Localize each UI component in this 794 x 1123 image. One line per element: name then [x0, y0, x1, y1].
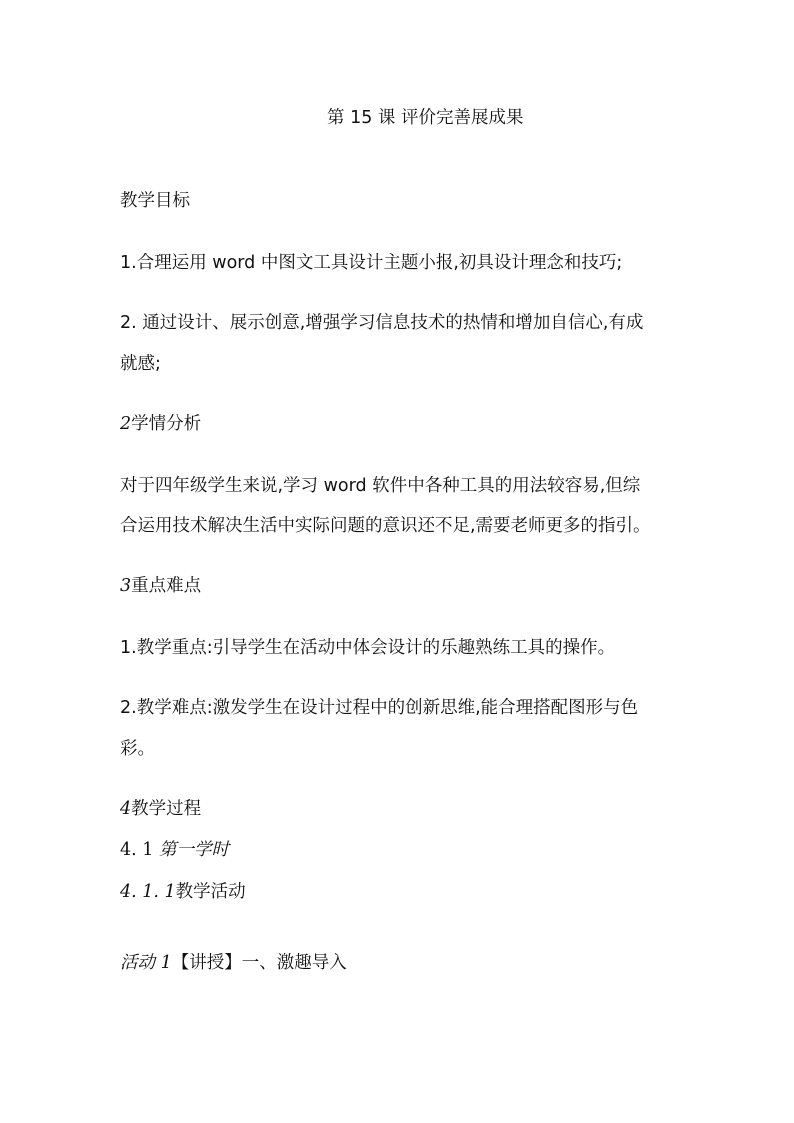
subsection-number: 4. 1. 1: [120, 882, 176, 902]
analysis-line-1: 对于四年级学生来说,学习 word 软件中各种工具的用法较容易,但综: [120, 476, 641, 496]
page-title: 第 15 课 评价完善展成果: [327, 108, 524, 128]
section-heading-key-points: [120, 574, 201, 598]
objective-2-line-2: 就感;: [120, 354, 161, 374]
section-heading-objectives: 教学目标: [120, 191, 190, 211]
objective-2-line-1: 2. 通过设计、展示创意,增强学习信息技术的热情和增加自信心,有成: [120, 313, 644, 333]
activity-label: 【讲授】一、激趣导入: [171, 953, 347, 973]
section-number: 2: [120, 414, 132, 434]
difficulty-line-1: 2.教学难点:激发学生在设计过程中的创新思维,能合理搭配图形与色: [120, 698, 639, 718]
subsection-label: 教学活动: [175, 882, 246, 902]
objective-1: 1.合理运用 word 中图文工具设计主题小报,初具设计理念和技巧;: [120, 253, 623, 273]
subsection-number: 4. 1: [120, 840, 159, 860]
subsection-heading-4-1: [120, 838, 229, 862]
activity-number: 活动 1: [120, 953, 172, 973]
activity-1-heading: [120, 951, 347, 975]
section-label: 教学过程: [131, 799, 202, 819]
analysis-line-2: 合运用技术解决生活中实际问题的意识还不足,需要老师更多的指引。: [120, 516, 651, 536]
section-label: 学情分析: [131, 414, 202, 434]
section-number: 3: [120, 576, 132, 596]
subsection-heading-4-1-1: [120, 880, 246, 904]
section-label: 重点难点: [131, 576, 202, 596]
subsection-label: 第一学时: [158, 840, 229, 860]
section-number: 4: [120, 799, 132, 819]
section-heading-process: [120, 797, 201, 821]
section-heading-analysis: [120, 412, 201, 436]
difficulty-line-2: 彩。: [120, 739, 155, 759]
key-point: 1.教学重点:引导学生在活动中体会设计的乐趣熟练工具的操作。: [120, 638, 616, 658]
